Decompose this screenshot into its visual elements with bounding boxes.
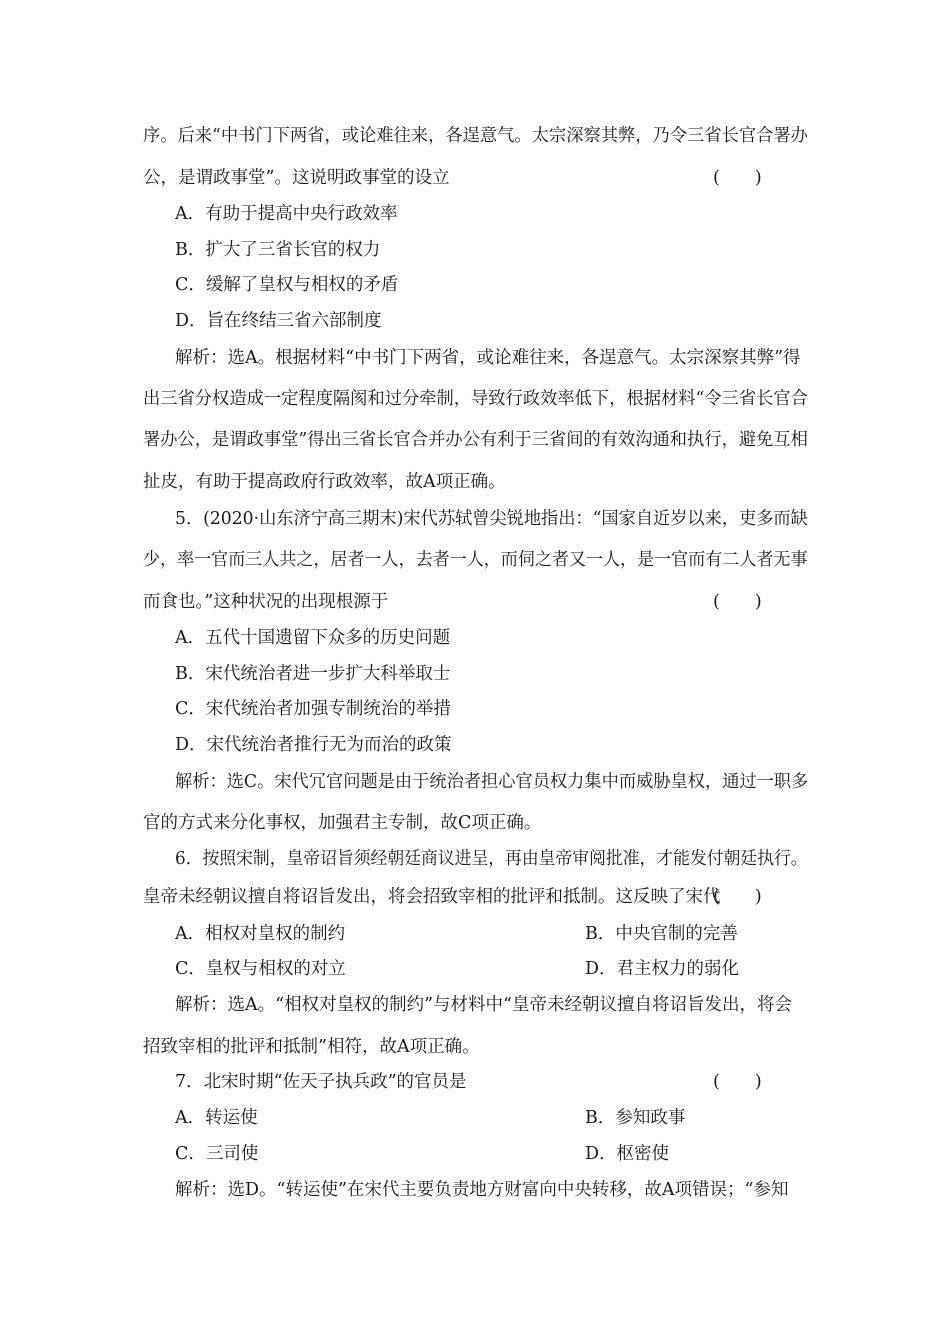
q4-analysis-line: 署办公，是谓政事堂”得出三省长官合并办公有利于三省间的有效沟通和执行，避免互相	[143, 430, 808, 450]
q4-answer-bracket: ( )	[713, 168, 762, 188]
q7-stem-line: 7．北宋时期“佐天子执兵政”的官员是	[175, 1072, 467, 1092]
q7-option-d: D．枢密使	[585, 1144, 670, 1164]
q4-stem-line: 序。后来“中书门下两省，或论难往来，各逞意气。太宗深察其弊，乃令三省长官合署办	[143, 126, 808, 146]
q6-stem-line: 皇帝未经朝议擅自将诏旨发出，将会招致宰相的批评和抵制。这反映了宋代	[143, 887, 721, 907]
q6-stem-line: 6．按照宋制，皇帝诏旨须经朝廷商议进呈，再由皇帝审阅批准，才能发付朝廷执行。	[175, 849, 808, 869]
q6-option-b: B．中央官制的完善	[585, 924, 738, 944]
q4-stem-line: 公，是谓政事堂”。这说明政事堂的设立	[143, 168, 450, 188]
q6-option-c: C．皇权与相权的对立	[175, 959, 346, 979]
q7-option-a: A．转运使	[175, 1108, 258, 1128]
q7-option-b: B．参知政事	[585, 1108, 686, 1128]
q5-option-a: A．五代十国遗留下众多的历史问题	[175, 628, 451, 648]
q4-option-c: C．缓解了皇权与相权的矛盾	[175, 275, 399, 295]
q4-option-d: D．旨在终结三省六部制度	[175, 311, 382, 331]
q5-analysis-line: 解析：选C。宋代冗官问题是由于统治者担心官员权力集中而威胁皇权，通过一职多	[175, 772, 809, 792]
q5-stem-line: 5．(2020·山东济宁高三期末)宋代苏轼曾尖锐地指出：“国家自近岁以来，吏多而缺	[175, 509, 808, 529]
q5-stem-line: 而食也。”这种状况的出现根源于	[143, 592, 389, 612]
q5-option-c: C．宋代统治者加强专制统治的举措	[175, 699, 451, 719]
q6-option-a: A．相权对皇权的制约	[175, 924, 346, 944]
q5-option-d: D．宋代统治者推行无为而治的政策	[175, 735, 452, 755]
q7-option-c: C．三司使	[175, 1144, 259, 1164]
q6-answer-bracket: ( )	[713, 887, 762, 907]
q6-analysis-line: 招致宰相的批评和抵制”相符，故A项正确。	[143, 1037, 480, 1057]
q5-analysis-line: 官的方式来分化事权，加强君主专制，故C项正确。	[143, 813, 542, 833]
q7-analysis-line: 解析：选D。“转运使”在宋代主要负责地方财富向中央转移，故A项错误；“参知	[175, 1180, 789, 1200]
q4-analysis-line: 出三省分权造成一定程度隔阂和过分牵制，导致行政效率低下，根据材料“令三省长官合	[143, 389, 808, 409]
q6-option-d: D．君主权力的弱化	[585, 959, 740, 979]
q7-answer-bracket: ( )	[713, 1072, 762, 1092]
q5-answer-bracket: ( )	[713, 592, 762, 612]
q5-option-b: B．宋代统治者进一步扩大科举取士	[175, 664, 451, 684]
q6-analysis-line: 解析：选A。“相权对皇权的制约”与材料中“皇帝未经朝议擅自将诏旨发出，将会	[175, 995, 792, 1015]
q5-stem-line: 少，率一官而三人共之，居者一人，去者一人，而伺之者又一人，是一官而有二人者无事	[143, 550, 808, 570]
q4-option-b: B．扩大了三省长官的权力	[175, 240, 381, 260]
q4-analysis-line: 解析：选A。根据材料“中书门下两省，或论难往来，各逞意气。太宗深察其弊”得	[175, 348, 801, 368]
q4-option-a: A．有助于提高中央行政效率	[175, 204, 398, 224]
q4-analysis-line: 扯皮，有助于提高政府行政效率，故A项正确。	[143, 472, 506, 492]
